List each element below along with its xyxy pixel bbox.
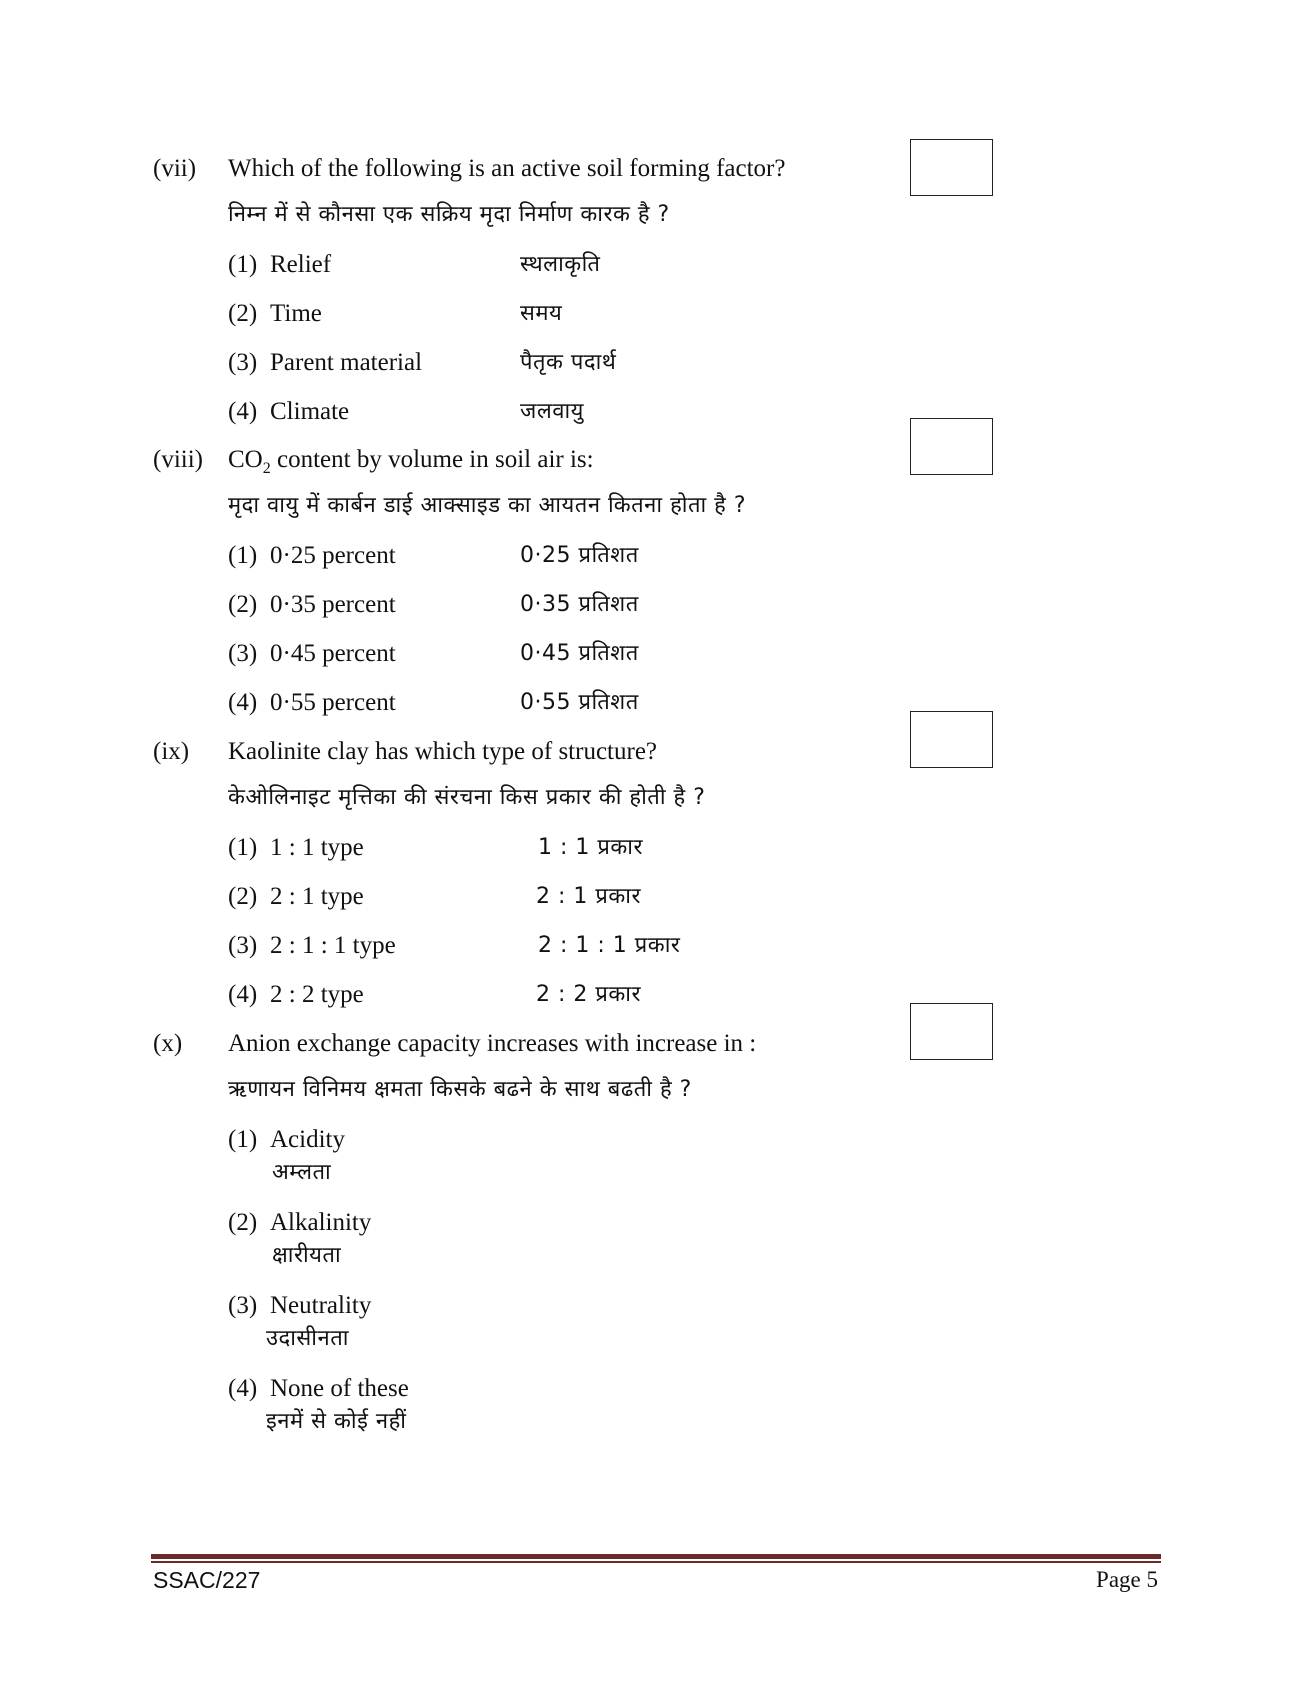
option-text-hi: 2 : 1 : 1 प्रकार bbox=[538, 933, 681, 958]
option-text-en: Time bbox=[270, 300, 322, 327]
option-text-en: 2 : 2 type bbox=[270, 981, 364, 1008]
page-number: Page 5 bbox=[1096, 1567, 1158, 1592]
option-text-hi: समय bbox=[520, 301, 563, 326]
option-text-hi: 0·25 प्रतिशत bbox=[520, 543, 639, 568]
co2-prefix: CO bbox=[228, 446, 263, 473]
option bbox=[228, 1374, 409, 1404]
answer-box[interactable] bbox=[910, 418, 993, 475]
option-number: (2) bbox=[228, 1209, 258, 1236]
option bbox=[228, 541, 396, 571]
question-text-hi: निम्न में से कौनसा एक सक्रिय मृदा निर्माण कारक है ? bbox=[228, 202, 670, 227]
co2-subscript: 2 bbox=[262, 460, 271, 477]
option-text-en: 0·25 percent bbox=[270, 542, 396, 569]
option-text-en: None of these bbox=[270, 1375, 409, 1402]
question-text-en: Kaolinite clay has which type of structure? bbox=[228, 738, 658, 765]
option-number: (4) bbox=[228, 398, 258, 425]
question-label: (x) bbox=[153, 1030, 183, 1057]
option-text-en: 1 : 1 type bbox=[270, 834, 364, 861]
option-number: (3) bbox=[228, 640, 258, 667]
option bbox=[228, 250, 331, 280]
option-text-hi: 2 : 2 प्रकार bbox=[536, 982, 641, 1007]
option-text-hi: क्षारीयता bbox=[272, 1243, 342, 1268]
option-number: (3) bbox=[228, 932, 258, 959]
question-text-suffix: content by volume in soil air is: bbox=[270, 446, 594, 473]
option-text-en: 2 : 1 type bbox=[270, 883, 364, 910]
question-label: (vii) bbox=[153, 155, 197, 182]
option-text-en: Neutrality bbox=[270, 1292, 372, 1319]
option-text-en: 0·45 percent bbox=[270, 640, 396, 667]
option-text-hi: पैतृक पदार्थ bbox=[520, 350, 617, 375]
option-text-en: Parent material bbox=[270, 349, 423, 376]
option-text-hi: उदासीनता bbox=[266, 1326, 349, 1351]
footer-divider-thin bbox=[151, 1561, 1161, 1563]
option-number: (4) bbox=[228, 981, 258, 1008]
option bbox=[228, 931, 396, 961]
option bbox=[228, 348, 422, 378]
footer-divider bbox=[151, 1554, 1161, 1559]
option-text-en: 0·55 percent bbox=[270, 689, 396, 716]
answer-box[interactable] bbox=[910, 711, 993, 768]
option bbox=[228, 882, 364, 912]
option-text-en: Alkalinity bbox=[270, 1209, 372, 1236]
question-text-en bbox=[228, 445, 594, 478]
option-text-hi: 0·45 प्रतिशत bbox=[520, 641, 639, 666]
paper-code: SSAC/227 bbox=[153, 1567, 261, 1593]
option bbox=[228, 397, 349, 427]
option-text-hi: 0·35 प्रतिशत bbox=[520, 592, 639, 617]
answer-box[interactable] bbox=[910, 1003, 993, 1060]
question-text-hi: ऋणायन विनिमय क्षमता किसके बढने के साथ बढती है ? bbox=[228, 1077, 692, 1102]
option-text-en: Acidity bbox=[270, 1126, 345, 1153]
question-text-en: Anion exchange capacity increases with increase in : bbox=[228, 1030, 757, 1057]
option-number: (2) bbox=[228, 591, 258, 618]
question-text-hi: मृदा वायु में कार्बन डाई आक्साइड का आयतन कितना होता है ? bbox=[228, 493, 747, 518]
option-text-en: Climate bbox=[270, 398, 350, 425]
option-text-en: 2 : 1 : 1 type bbox=[270, 932, 396, 959]
option-text-en: 0·35 percent bbox=[270, 591, 396, 618]
option-number: (4) bbox=[228, 689, 258, 716]
option-number: (4) bbox=[228, 1375, 258, 1402]
option-number: (2) bbox=[228, 300, 258, 327]
option-text-hi: 2 : 1 प्रकार bbox=[536, 884, 641, 909]
question-text-hi: केओलिनाइट मृत्तिका की संरचना किस प्रकार की होती है ? bbox=[228, 785, 706, 810]
option-text-hi: जलवायु bbox=[520, 399, 584, 424]
option-text-hi: 1 : 1 प्रकार bbox=[538, 835, 643, 860]
option-number: (3) bbox=[228, 1292, 258, 1319]
answer-box[interactable] bbox=[910, 139, 993, 196]
option bbox=[228, 1208, 371, 1238]
option-text-hi: स्थलाकृति bbox=[520, 252, 601, 277]
option bbox=[228, 299, 322, 329]
option-number: (1) bbox=[228, 834, 258, 861]
option-text-hi: इनमें से कोई नहीं bbox=[266, 1409, 407, 1434]
option-number: (3) bbox=[228, 349, 258, 376]
question-text-en: Which of the following is an active soil forming factor? bbox=[228, 155, 786, 182]
option bbox=[228, 688, 396, 718]
option bbox=[228, 590, 396, 620]
question-label: (ix) bbox=[153, 738, 190, 765]
option-number: (2) bbox=[228, 883, 258, 910]
question-label: (viii) bbox=[153, 446, 203, 473]
option bbox=[228, 639, 396, 669]
option-text-hi: 0·55 प्रतिशत bbox=[520, 690, 639, 715]
option bbox=[228, 1125, 345, 1155]
option-number: (1) bbox=[228, 251, 258, 278]
option bbox=[228, 833, 364, 863]
option-text-hi: अम्लता bbox=[272, 1160, 332, 1185]
option bbox=[228, 980, 364, 1010]
option-number: (1) bbox=[228, 1126, 258, 1153]
option-text-en: Relief bbox=[270, 251, 332, 278]
option-number: (1) bbox=[228, 542, 258, 569]
option bbox=[228, 1291, 371, 1321]
